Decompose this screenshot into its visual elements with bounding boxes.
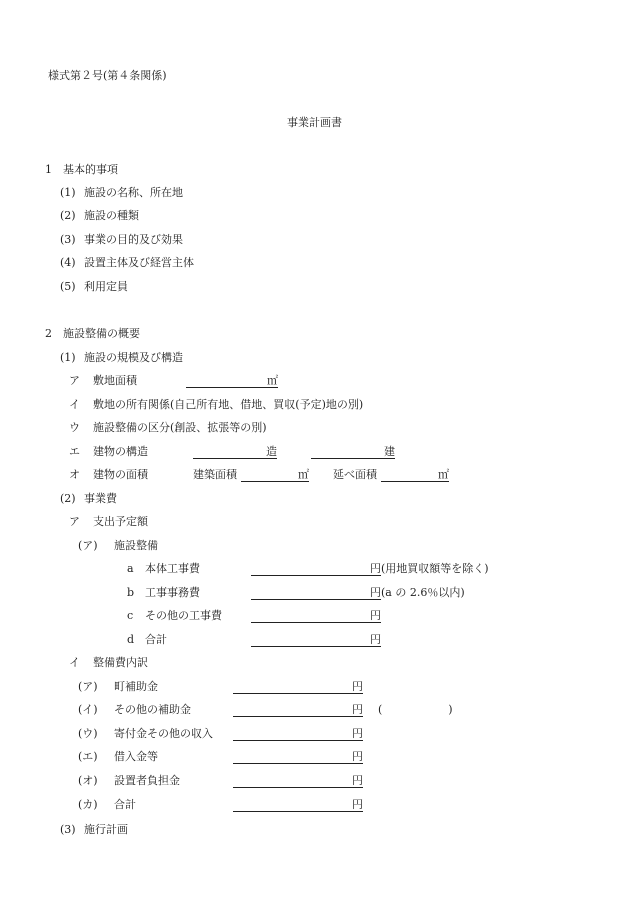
yen-unit: 円 [352,798,363,811]
row-label: 工事事務費 [145,586,200,599]
site-area-label: 敷地面積 [93,374,137,387]
item-mark: オ [69,468,80,481]
item-label: 利用定員 [84,280,128,293]
yen-unit: 円 [352,750,363,763]
unit-label: 建 [384,445,395,458]
site-area-field[interactable] [186,375,278,388]
floor-area-label: 延べ面積 [333,468,377,481]
section2-heading: 2 施設整備の概要 [45,327,140,340]
row-mark: (カ) [78,798,98,811]
structure-field[interactable] [193,446,277,459]
item-number: (5) [60,280,76,293]
row-mark: (ウ) [78,727,98,740]
building-structure-label: 建物の構造 [93,445,148,458]
row-mark: (エ) [78,750,98,763]
yen-unit: 円 [370,562,381,575]
building-area-label: 建物の面積 [93,468,148,481]
subsection-number: (3) [60,823,76,836]
planned-expenditure-label: 支出予定額 [93,515,148,528]
item-number: (2) [60,209,76,222]
amount-field[interactable] [233,751,363,764]
row-letter: c [127,609,134,622]
item-mark: イ [69,398,80,411]
row-label: 町補助金 [114,680,158,693]
row-mark: (ア) [78,680,98,693]
yen-unit: 円 [370,609,381,622]
document-title: 事業計画書 [287,116,342,129]
yen-unit: 円 [352,727,363,740]
cost-breakdown-label: 整備費内訳 [93,656,148,669]
row-label: 合計 [114,798,136,811]
row-label: 寄付金その他の収入 [114,727,213,740]
amount-field[interactable] [251,610,381,623]
yen-unit: 円 [352,703,363,716]
amount-field[interactable] [251,587,381,600]
item-label: 事業の目的及び効果 [84,233,183,246]
row-label: 合計 [145,633,167,646]
item-mark: ア [69,515,80,528]
item-label: 施設の種類 [84,209,139,222]
item-mark: ア [69,374,80,387]
unit-label: ㎡ [267,374,278,387]
row-note: (用地買収額等を除く) [381,562,489,575]
item-mark: ウ [69,421,80,434]
yen-unit: 円 [370,586,381,599]
item-mark: エ [69,445,80,458]
row-mark: (オ) [78,774,98,787]
item-mark: イ [69,656,80,669]
unit-label: ㎡ [298,468,309,481]
subsection-label: 事業費 [84,492,117,505]
subsection-number: (2) [60,492,76,505]
row-label: 設置者負担金 [114,774,180,787]
other-subsidy-name-field[interactable]: ( ) [378,703,453,716]
row-letter: d [127,633,135,646]
row-label: その他の補助金 [114,703,191,716]
section1-heading: 1 基本的事項 [45,163,118,176]
item-number: (1) [60,186,76,199]
land-ownership-label: 敷地の所有関係(自己所有地、借地、買収(予定)地の別) [93,398,364,411]
row-letter: b [127,586,135,599]
amount-field[interactable] [233,799,363,812]
yen-unit: 円 [370,633,381,646]
amount-field[interactable] [233,704,363,717]
row-note: (a の 2.6％以内) [381,586,465,599]
item-label: 施設の名称、所在地 [84,186,183,199]
floors-field[interactable] [311,446,395,459]
row-label: その他の工事費 [145,609,222,622]
subsection-label: 施設の規模及び構造 [84,351,183,364]
item-label: 設置主体及び経営主体 [84,256,194,269]
facility-development-label: 施設整備 [114,539,158,552]
amount-field[interactable] [233,728,363,741]
amount-field[interactable] [251,634,381,647]
subsection-label: 施行計画 [84,823,128,836]
row-mark: (イ) [78,703,98,716]
yen-unit: 円 [352,680,363,693]
floor-area-field[interactable] [381,469,449,482]
building-footprint-field[interactable] [241,469,309,482]
row-label: 借入金等 [114,750,158,763]
amount-field[interactable] [233,681,363,694]
subsection-number: (1) [60,351,76,364]
item-number: (4) [60,256,76,269]
row-letter: a [127,562,134,575]
item-number: (3) [60,233,76,246]
row-label: 本体工事費 [145,562,200,575]
development-type-label: 施設整備の区分(創設、拡張等の別) [93,421,267,434]
form-number: 様式第２号(第４条関係) [48,69,167,82]
amount-field[interactable] [251,563,381,576]
building-footprint-label: 建築面積 [193,468,237,481]
amount-field[interactable] [233,775,363,788]
unit-label: ㎡ [438,468,449,481]
item-mark: (ア) [78,539,98,552]
unit-label: 造 [266,445,277,458]
yen-unit: 円 [352,774,363,787]
